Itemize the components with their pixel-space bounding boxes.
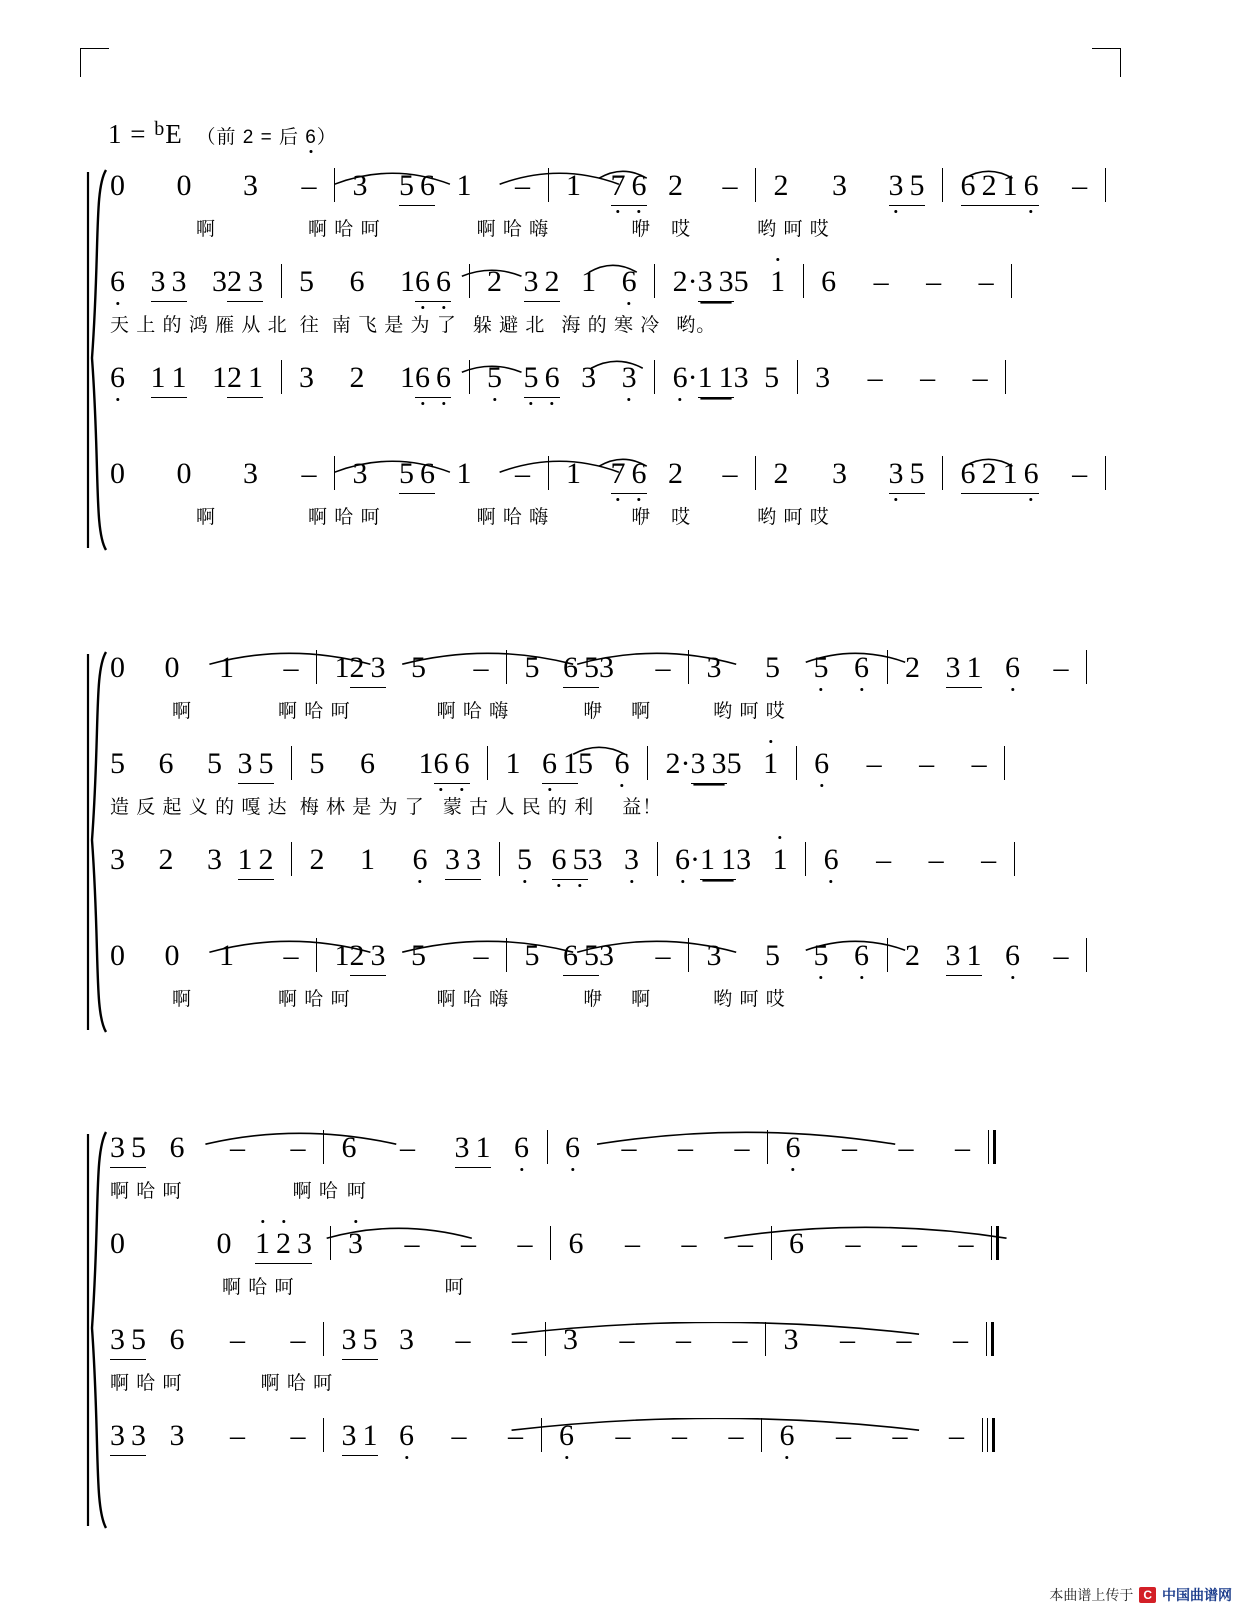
notes-alto-1: 6 3 3 32 3 5 6 16 6 2 3 2 1 6 2·3 35 1 6 – – – xyxy=(110,264,1022,306)
lyrics-soprano-1: 啊 啊 哈 呵 啊 哈 嗨 咿 哎 哟 呵 哎 xyxy=(196,219,830,240)
final-double-barline xyxy=(988,1130,1000,1172)
staff-line-tenor xyxy=(110,360,1094,456)
lyrics-soprano-2: 啊 啊 哈 呵 啊 哈 嗨 咿 啊 哟 呵 哎 xyxy=(172,701,786,722)
system-brace xyxy=(84,1130,110,1530)
notes-bass-1: 0 0 3 – 3 5 6 1 – 1 7 6 2 – 2 3 3 5 6 2 1 6 – xyxy=(110,456,1116,498)
staff-line-tenor xyxy=(110,842,1094,938)
lyrics-bass-2: 啊 啊 哈 呵 啊 哈 嗨 咿 啊 哟 呵 哎 xyxy=(172,989,786,1010)
final-double-barline xyxy=(982,1418,999,1460)
system-brace xyxy=(84,168,110,552)
key-signature-line xyxy=(108,118,337,150)
notes-soprano-3: 3 5 6 – – 6 – 3 1 6 6 – – – 6 – – – xyxy=(110,1130,1000,1172)
lyrics-alto-1: 天 上 的 鸿 雁 从 北 往 南 飞 是 为 了 躲 避 北 海 的 寒 冷 哟。 xyxy=(110,315,717,336)
lyrics-alto-3: 啊 哈 呵 呵 xyxy=(222,1277,465,1298)
system-brace xyxy=(84,650,110,1034)
staff-line-soprano xyxy=(110,1130,1094,1226)
staff-line-alto xyxy=(110,746,1094,842)
notes-tenor-1: 6 1 1 12 1 3 2 16 6 5 5 6 3 3 6·1 13 5 3 – – – xyxy=(110,360,1016,402)
key-signature-note: （前 2 = 后 6） xyxy=(196,127,337,148)
notes-alto-2: 5 6 5 3 5 5 6 16 6 1 6 15 6 2·3 35 1 6 – – – xyxy=(110,746,1015,788)
footer-credit xyxy=(1049,1585,1232,1605)
lyrics-bass-1: 啊 啊 哈 呵 啊 哈 嗨 咿 哎 哟 呵 哎 xyxy=(196,507,830,528)
staff-line-tenor xyxy=(110,1322,1094,1418)
site-logo-icon: C xyxy=(1139,1587,1156,1603)
system-3 xyxy=(84,1130,1094,1514)
crop-mark-top-left xyxy=(80,48,109,77)
footer-credit-text: 本曲谱上传于 xyxy=(1049,1587,1134,1603)
notes-alto-3: 0 0 1 2 3 3 – – – 6 – – – 6 – – – xyxy=(110,1226,1003,1268)
staff-line-alto xyxy=(110,1226,1094,1322)
final-double-barline xyxy=(991,1226,1003,1268)
notes-bass-3: 3 3 3 – – 3 1 6 – – 6 – – – 6 – – – xyxy=(110,1418,999,1460)
lyrics-soprano-3: 啊 哈 呵 啊 哈 呵 xyxy=(110,1181,367,1202)
lyrics-alto-2: 造 反 起 义 的 嘎 达 梅 林 是 为 了 蒙 古 人 民 的 利 益！ xyxy=(110,797,663,818)
lyrics-tenor-3: 啊 哈 呵 啊 哈 呵 xyxy=(110,1373,334,1394)
staff-line-bass xyxy=(110,938,1094,1034)
final-double-barline xyxy=(986,1322,998,1364)
crop-mark-top-right xyxy=(1092,48,1121,77)
staff-line-bass xyxy=(110,1418,1094,1514)
notes-soprano-2: 0 0 1 – 12 3 5 – 5 6 53 – 3 5 5 6 2 3 1 6 – xyxy=(110,650,1097,692)
system-1 xyxy=(84,168,1094,552)
notes-tenor-3: 3 5 6 – – 3 5 3 – – 3 – – – 3 – – – xyxy=(110,1322,998,1364)
notes-bass-2: 0 0 1 – 12 3 5 – 5 6 53 – 3 5 5 6 2 3 1 6 – xyxy=(110,938,1097,980)
key-signature-text: 1 = $^b$E xyxy=(108,118,183,149)
notes-soprano-1: 0 0 3 – 3 5 6 1 – 1 7 6 2 – 2 3 3 5 6 2 1 6 – xyxy=(110,168,1116,210)
staff-line-soprano xyxy=(110,650,1094,746)
staff-line-bass xyxy=(110,456,1094,552)
staff-line-alto xyxy=(110,264,1094,360)
footer-site-name: 中国曲谱网 xyxy=(1162,1587,1232,1603)
notes-tenor-2: 3 2 3 1 2 2 1 6 3 3 5 6 53 3 6·1 13 1 6 – – – xyxy=(110,842,1025,884)
staff-line-soprano xyxy=(110,168,1094,264)
system-2 xyxy=(84,650,1094,1034)
